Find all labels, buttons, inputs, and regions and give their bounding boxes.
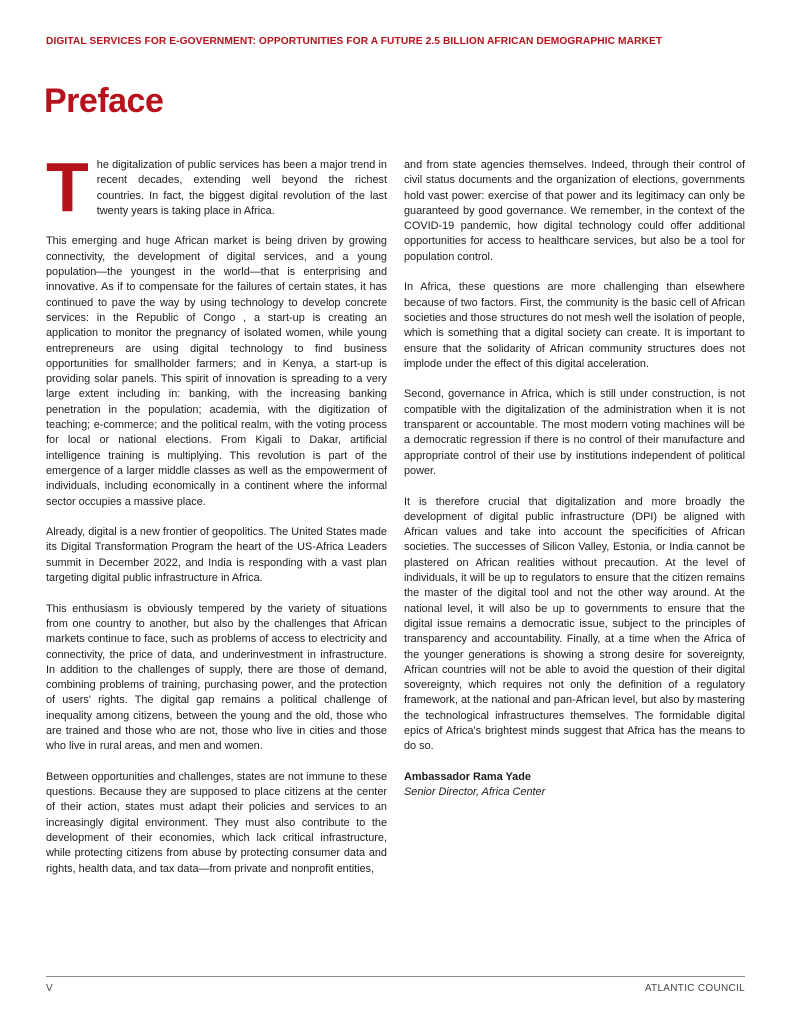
paragraph-continued: and from state agencies themselves. Indeed, through their control of civil status documents and the organization of elections, governments hold vast power: exercise of that power and its legitimacy can only be guaranteed by good governance. We remember, in the context of the COVID-19 pandemic, how digital technology could offer additional opportunities for access to healthcare services, but also be a tool for population control. xyxy=(404,159,745,263)
drop-cap: T xyxy=(46,148,89,226)
paragraph: Between opportunities and challenges, states are not immune to these questions. Because they are supposed to place citizens at the center of their action, states must adapt their policies and services to an increasingly digital environment. They must also contribute to the development of their economies, which lack critical infrastructure, while protecting citizens from abuse by protecting consumer data and rights, health data, and tax data—from private and nonprofit entities, xyxy=(46,770,387,875)
footer-organization: ATLANTIC COUNCIL xyxy=(644,983,745,994)
paragraph-intro xyxy=(46,148,387,226)
page-title: Preface xyxy=(44,82,164,120)
paragraph: Already, digital is a new frontier of geopolitics. The United States made its Digital Transformation Program the heart of the US-Africa Leaders summit in December 2022, and India is responding with a vast plan targeting digital public infrastructure in Africa. xyxy=(46,526,387,585)
footer-divider xyxy=(46,976,745,977)
running-header: DIGITAL SERVICES FOR E-GOVERNMENT: OPPORTUNITIES FOR A FUTURE 2.5 BILLION AFRICAN DEMOGRAPHIC MARKET xyxy=(46,36,663,47)
paragraph: This enthusiasm is obviously tempered by the variety of situations from one country to another, but also by the challenges that African markets continue to face, such as problems of access to electricity and connectivity, the price of data, and underinvestment in infrastructure. In addition to the challenges of supply, there are those of demand, combining problems of training, purchasing power, and the protection of users' rights. The digital gap remains a political challenge of inequality among citizens, between the young and the old, those who are trained and those who are not, those who live in cities and those who live in rural areas, and men and women. xyxy=(46,602,387,753)
paragraph: This emerging and huge African market is being driven by growing connectivity, the development of digital services, and a young population—the youngest in the world—that is enterprising and innovative. As if to compensate for the failures of certain states, it has continued to pave the way by using technology to develop concrete services: in the Republic of Congo , a start-up is creating an application to monitor the pregnancy of isolated women, while young entrepreneurs are using digital technology to find business opportunities for smallholder farmers; and in Kenya, a start-up is providing solar panels. This spirit of innovation is spreading to a very large extent including in: banking, with the increasing banking penetration in the population; academia, with the digitization of teaching; e-commerce; and the political realm, with the voting process for local or national elections. From Kigali to Dakar, artificial intelligence training is multiplying. This revolution is part of the emergence of a larger middle classes as well as the empowerment of individuals, including economically in a continent where the informal sector occupies a massive place. xyxy=(46,235,387,508)
paragraph: It is therefore crucial that digitalization and more broadly the development of digital public infrastructure (DPI) be aligned with African values and take into account the specificities of African societies. The successes of Silicon Valley, Estonia, or India cannot be plastered on African realities without precaution. At the level of individuals, it will be up to regulators to ensure that the citizen remains the master of the digital tool and not the other way around. At the national level, it will also be up to governments to ensure that the digital issue remains a democratic issue, subject to the principles of transparency and accountability. Finally, at a time when the Africa of the younger generations is showing a strong desire for sovereignty, African countries will not be able to avoid the question of their digital sovereignty, which requires not only the definition of a regulatory framework, at the national and pan-African level, but also by mastering the technological infrastructures themselves. The formidable digital epics of Africa's brightest minds suggest that Africa has the means to do so. xyxy=(404,495,745,753)
signature-name: Ambassador Rama Yade xyxy=(404,770,531,783)
paragraph-intro-text: he digitalization of public services has been a major trend in recent decades, extending well beyond the richest countries. In fact, the biggest digital revolution of the last twenty years is taking place in Africa. xyxy=(96,159,387,217)
paragraph: Second, governance in Africa, which is still under construction, is not compatible with the digitalization of the administration when it is not transparent or accountable. The most modern voting machines will be a democratic regression if there is no control of their manufacture and appropriate control of their use by institutions independent of political power. xyxy=(404,388,745,477)
text-column-left xyxy=(46,148,387,892)
paragraph: In Africa, these questions are more challenging than elsewhere because of two factors. First, the community is the basic cell of African societies and those structures do not mesh well the isolation of people, which is something that a digital society can create. It is important to ensure that the solidarity of African community structures does not implode under the effect of this digital acceleration. xyxy=(404,281,745,370)
page-number: V xyxy=(46,983,53,994)
signature-role: Senior Director, Africa Center xyxy=(404,786,546,799)
text-column-right xyxy=(404,158,745,800)
